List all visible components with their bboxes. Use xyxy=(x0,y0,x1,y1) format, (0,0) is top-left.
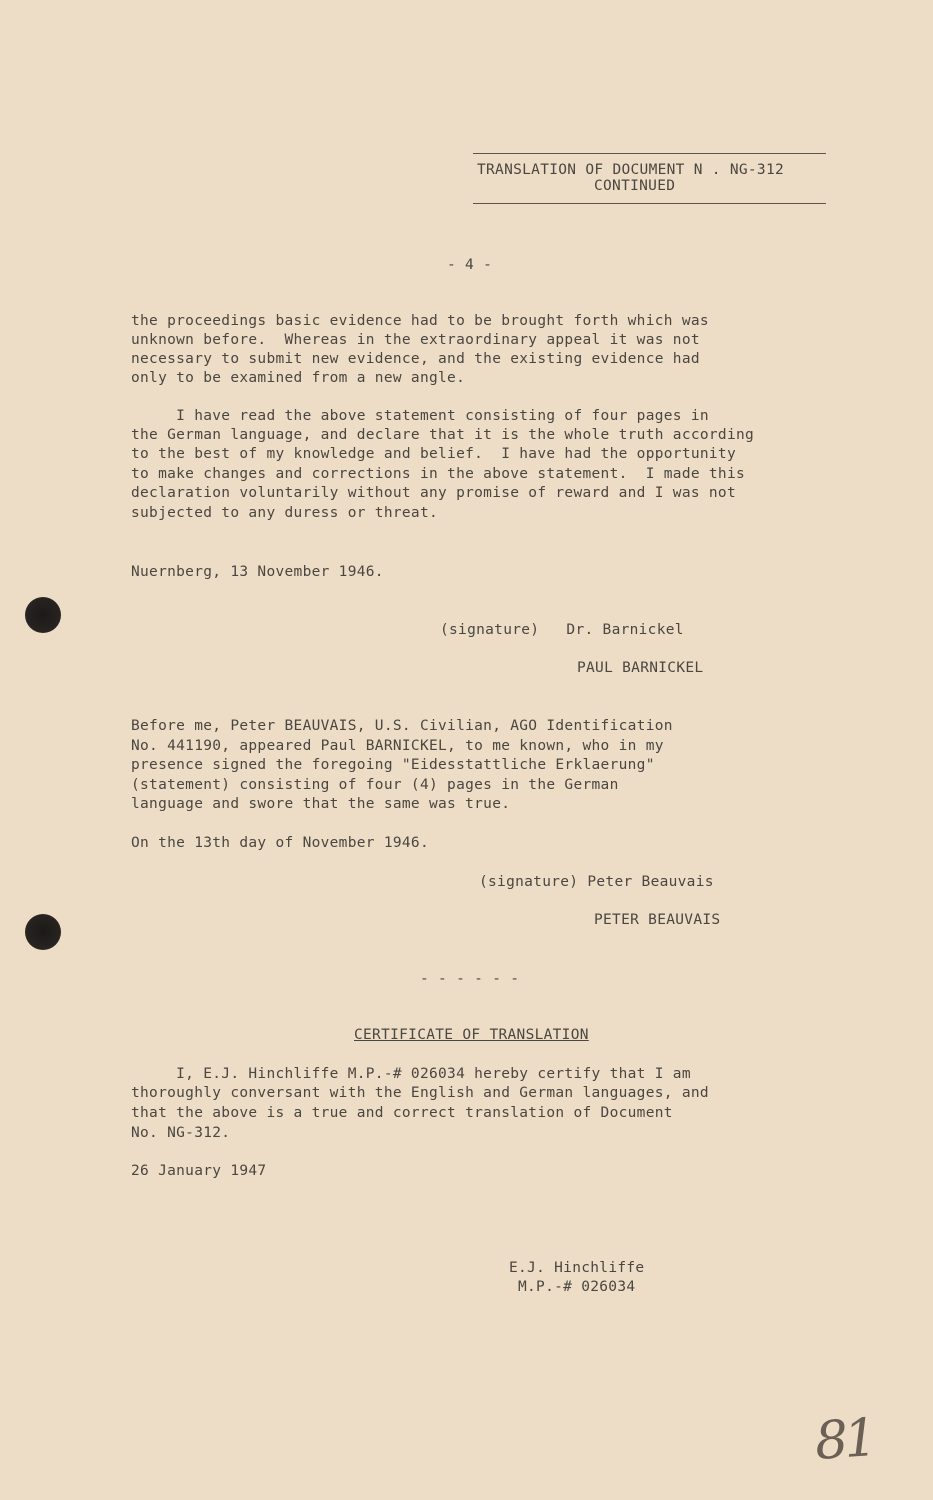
certifier-name: E.J. Hinchliffe xyxy=(509,1260,645,1276)
signature-1: (signature) Dr. Barnickel xyxy=(440,622,684,638)
place-date: Nuernberg, 13 November 1946. xyxy=(131,564,384,580)
text-line: I have read the above statement consisting of four pages in xyxy=(131,408,709,424)
text-line: Before me, Peter BEAUVAIS, U.S. Civilian, AGO Identification xyxy=(131,718,673,734)
header-subtitle: CONTINUED xyxy=(594,178,676,194)
certificate-date: 26 January 1947 xyxy=(131,1163,267,1179)
text-line: No. 441190, appeared Paul BARNICKEL, to me known, who in my xyxy=(131,738,664,754)
text-line: subjected to any duress or threat. xyxy=(131,505,439,521)
signature-1-name: PAUL BARNICKEL xyxy=(577,660,704,676)
text-line: necessary to submit new evidence, and the existing evidence had xyxy=(131,351,700,367)
header-bottom-rule xyxy=(473,203,826,204)
text-line: that the above is a true and correct translation of Document xyxy=(131,1105,673,1121)
punch-hole-top xyxy=(25,597,61,633)
text-line: thoroughly conversant with the English and German languages, and xyxy=(131,1085,709,1101)
certificate-title: CERTIFICATE OF TRANSLATION xyxy=(354,1027,589,1043)
text-line: declaration voluntarily without any promise of reward and I was not xyxy=(131,485,736,501)
text-line: unknown before. Whereas in the extraordinary appeal it was not xyxy=(131,332,700,348)
section-separator: - - - - - - xyxy=(420,971,520,987)
signature-2: (signature) Peter Beauvais xyxy=(479,874,714,890)
text-line: language and swore that the same was true. xyxy=(131,796,511,812)
oath-date: On the 13th day of November 1946. xyxy=(131,835,429,851)
page-number: - 4 - xyxy=(447,257,493,273)
punch-hole-bottom xyxy=(25,914,61,950)
text-line: the German language, and declare that it is the whole truth according xyxy=(131,427,755,443)
text-line: presence signed the foregoing "Eidesstattliche Erklaerung" xyxy=(131,757,655,773)
header-title: TRANSLATION OF DOCUMENT N . NG-312 xyxy=(477,162,785,178)
text-line: the proceedings basic evidence had to be brought forth which was xyxy=(131,313,709,329)
text-line: No. NG-312. xyxy=(131,1125,231,1141)
text-line: only to be examined from a new angle. xyxy=(131,370,466,386)
header-top-rule xyxy=(473,153,826,154)
text-line: (statement) consisting of four (4) pages in the German xyxy=(131,777,619,793)
handwritten-page-number: 81 xyxy=(812,1408,876,1472)
certifier-id: M.P.-# 026034 xyxy=(518,1279,636,1295)
text-line: to make changes and corrections in the above statement. I made this xyxy=(131,466,746,482)
signature-2-name: PETER BEAUVAIS xyxy=(594,912,721,928)
text-line: to the best of my knowledge and belief. I have had the opportunity xyxy=(131,446,736,462)
text-line: I, E.J. Hinchliffe M.P.-# 026034 hereby certify that I am xyxy=(131,1066,691,1082)
